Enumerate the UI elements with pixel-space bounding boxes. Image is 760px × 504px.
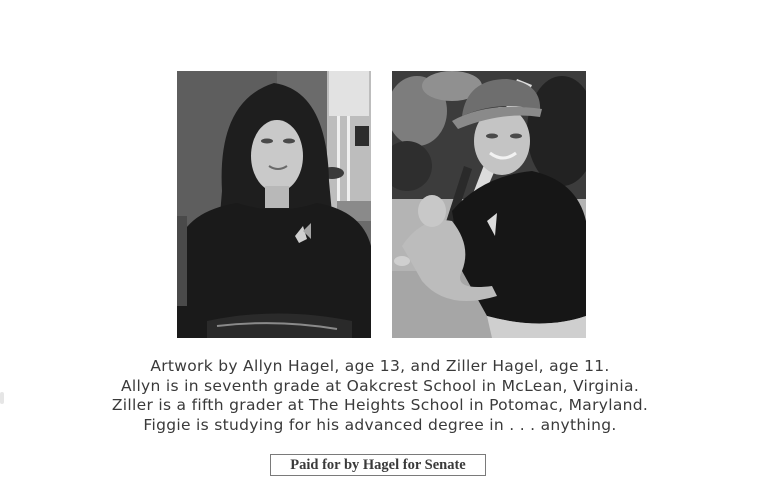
caption-block — [0, 357, 760, 435]
caption-line-artwork-credit: Artwork by Allyn Hagel, age 13, and Ziller Hagel, age 11. — [150, 357, 610, 375]
caption-line-allyn: Allyn is in seventh grade at Oakcrest School in McLean, Virginia. — [120, 376, 640, 395]
paid-for-disclaimer: Paid for by Hagel for Senate — [270, 454, 486, 476]
caption-line-ziller: Ziller is a fifth grader at The Heights School in Potomac, Maryland. — [111, 396, 649, 414]
portrait-girl-image — [177, 71, 371, 338]
portrait-boy-image — [392, 71, 586, 338]
caption-line-figgie: Figgie is studying for his advanced degree in . . . anything. — [143, 415, 617, 434]
photo-allyn — [177, 71, 371, 338]
photo-ziller — [392, 71, 586, 338]
